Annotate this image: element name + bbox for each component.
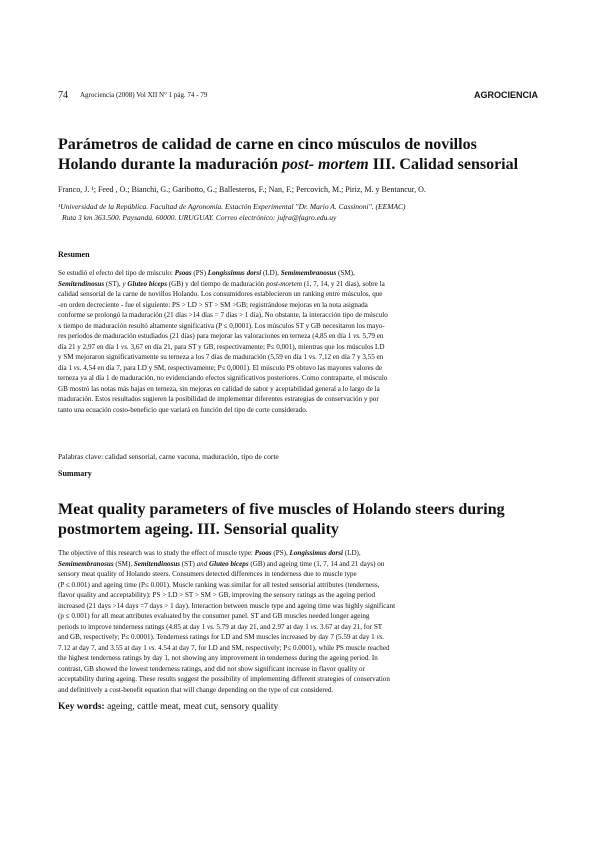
spanish-title-line-2: Holando durante la maduración post- mortem III. Calidad sensorial [58, 156, 519, 173]
keywords-label: Key words: [58, 702, 105, 712]
journal-brand: AGROCIENCIA [473, 90, 538, 100]
english-keywords [58, 702, 542, 712]
spanish-title-line-1: Parámetros de calidad de carne en cinco músculos de novillos [58, 136, 477, 153]
journal-reference: Agrociencia (2008) Vol XII N° 1 pág. 74 - 79 [80, 91, 208, 99]
text-line: (p ≤ 0.001) for all meat attributes evaluated by the consumer panel. ST and GB muscles needed longer ageing [58, 612, 370, 620]
english-title [58, 500, 548, 540]
text-line: día 1 vs. 4,54 en día 7, para LD y SM, respectivamente; P≤ 0,0001). El músculo PS obtuvo las mayores valores de [58, 363, 383, 372]
text-line: The objective of this research was to study the effect of muscle type: Psoas (PS), Longissimus dorsi (LD), [58, 549, 361, 557]
text-line: conforme se prolongó la maduración (21 días >14 días = 7 días > 1 día), No obstante, la interacción tipo de músculo [58, 311, 388, 319]
text-line: and definitively a cost-benefit equation that will change depending on the type of cut considered. [58, 685, 334, 694]
text-line: periods to improve tenderness ratings (4.85 at day 1 vs. 5.79 at day 21, and 2.97 at day 1 vs. 3.67 at day 21, for ST [58, 622, 383, 631]
text-line: the highest tenderness ratings by day 1, not showing any improvement in tenderness during the ageing period. In [58, 654, 378, 662]
text-line: día 21 y 2,97 en día 1 vs. 3,67 en día 21, para ST y GB, respectivamente; P≤ 0,001), mientras que los músculos LD [58, 342, 385, 351]
summary-heading: Summary [58, 469, 92, 478]
palabras-clave: Palabras clave: calidad sensorial, carne vacuna, maduración, tipo de corte [58, 452, 279, 461]
text-line: Se estudió el efecto del tipo de músculo: Psoas (PS) Longissimus dorsi (LD), Semimembranosus (SM), [58, 269, 355, 277]
text-line: (P ≤ 0.001) and ageing time (P≤ 0.001). Muscle ranking was similar for all tested sensorial attributes (tenderness, [58, 580, 380, 589]
text-line: and GB, respectively; P≤ 0.0001). Tenderness ratings for LD and SM muscles increased by day 7 (5.59 at day 1 vs. [58, 633, 385, 641]
text-line: x tiempo de maduración resultó altamente significativa (P ≤ 0,0001). Los músculos ST y GB necesitaron los mayo- [58, 321, 385, 330]
text-line: sensory meat quality of Holando steers. Consumers detected differences in tenderness due to muscle type [58, 570, 357, 578]
english-title-line-2: postmortem ageing. III. Sensorial quality [58, 521, 339, 538]
resumen-body [58, 268, 542, 415]
text-line: contrast, GB showed the lowest tenderness ratings, and did not show significant increase in flavor quality or [58, 664, 365, 673]
text-line: acceptability during ageing. These results suggest the possibility of implementing different strategies of conservation [58, 675, 390, 683]
text-line: Semitendinosus (ST), y Gluteo biceps (GB) y del tiempo de maduración post-mortem (1, 7, 14, y 21 días), sobre la [58, 279, 385, 288]
text-line: res períodos de maduración estudiados (21 días) para mejorar las valoraciones en terneza (4,85 en día 1 vs. 5,79 en [58, 332, 384, 340]
text-line: terneza ya al día 1 de maduración, no evidenciando efectos significativos posteriores. Como contraparte, el músculo [58, 374, 388, 382]
text-line: increased (21 days >14 days =7 days > 1 day). Interaction between muscle type and ageing time was highly significant [58, 601, 396, 610]
text-line: Semimembranosus (SM), Semitendinosus (ST) and Gluteo biceps (GB) and ageing time (1, 7, 14 and 21 days) on [58, 559, 385, 568]
spanish-title [58, 135, 548, 175]
text-line: flavor quality and acceptability): PS > LD > ST > SM > GB, improving the sensory ratings as the ageing period [58, 591, 376, 599]
author-affiliation [58, 202, 548, 223]
text-line: maduración. Estos resultados sugieren la posibilidad de implementar diferentes estrategias de conservación y por [58, 395, 379, 403]
affiliation-line-1: ¹Universidad de la República. Facultad de Agronomía. Estación Experimental "Dr. Mario A. Cassinoni". (EEMAC) [58, 202, 406, 211]
page-header [58, 90, 538, 102]
keywords-value: ageing, cattle meat, meat cut, sensory quality [104, 702, 279, 712]
summary-body [58, 548, 542, 695]
text-line: calidad sensorial de la carne de novillos Holando. Los consumidores establecieron un ranking entre músculos, que [58, 290, 383, 298]
text-line: tanto una ecuación costo-beneficio que variará en función del tipo de corte considerado. [58, 405, 308, 414]
text-line: GB mostró las notas más bajas en terneza, sin mejoras en calidad de sabor y aceptabilidad general a lo largo de la [58, 384, 380, 393]
english-title-line-1: Meat quality parameters of five muscles of Holando steers during [58, 501, 505, 518]
page-number: 74 [58, 90, 68, 101]
affiliation-line-2: Ruta 3 km 363.500. Paysandú. 60000. URUGUAY. Correo electrónico: jufra@fagro.edu.uy [62, 212, 337, 222]
text-line: -en orden decreciente - fue el siguiente: PS > LD > ST > SM >GB; registrándose mejoras en la nota asignada [58, 300, 368, 309]
text-line: y SM mejoraron significativamente su terneza a los 7 días de maduración (5,59 en día 1 vs. 7,12 en día 7 y 3,55 en [58, 353, 384, 361]
text-line: 7.12 at day 7, and 3.55 at day 1 vs. 4.54 at day 7, for LD and SM, respectively; P≤ 0.0001), while PS muscle reached [58, 643, 390, 652]
resumen-heading: Resumen [58, 250, 90, 259]
author-list: Franco, J. ¹; Feed , O.; Bianchi, G.; Garibotto, G.; Ballesteros, F.; Nan, F.; Percovich, M.; Piriz, M. y Bentancur, O. [58, 185, 426, 194]
